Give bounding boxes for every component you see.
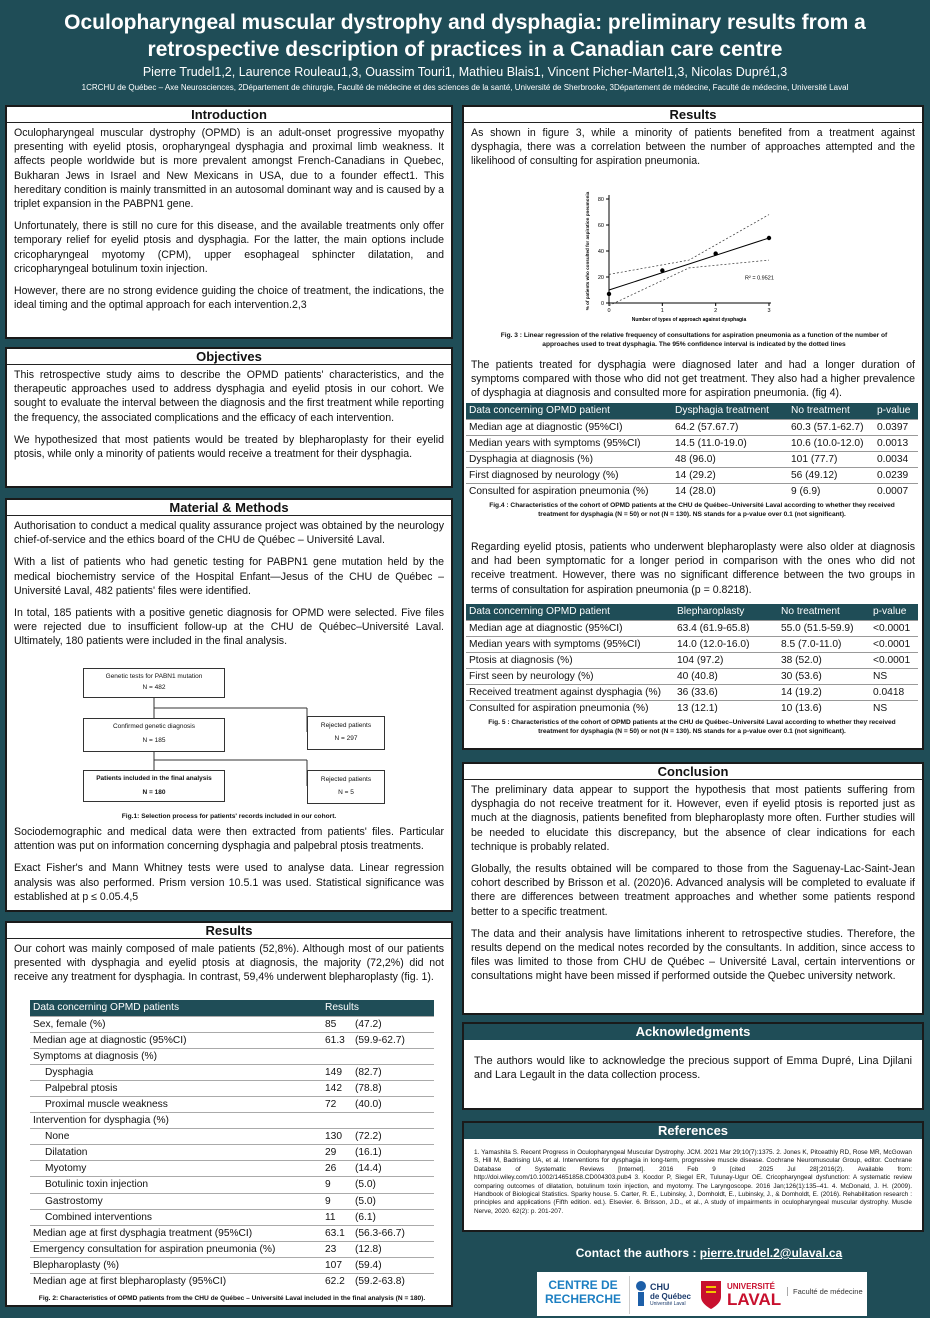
results-right-panel <box>462 105 924 750</box>
table-row <box>466 652 918 668</box>
row-percent: (82.7) <box>352 1064 434 1080</box>
y-tick-label: 60 <box>597 223 604 229</box>
table-row <box>30 1177 434 1193</box>
row-percent: (5.0) <box>352 1193 434 1209</box>
paragraph: Our cohort was mainly composed of male patients (52,8%). Although most of our patients presented with dysphagia and eyelid ptosis at diagnosis, the majority (72,2%) did not receive any treatment for dysphagia. In contrast, 59,4% underwent blepharoplasty (fig. 1). <box>14 943 444 984</box>
table-cell: 0.0397 <box>874 419 918 435</box>
row-value: 107 <box>322 1257 352 1273</box>
table-cell: Consulted for aspiration pneumonia (%) <box>466 483 672 499</box>
conclusion-panel <box>462 762 924 1015</box>
paragraph: In total, 185 patients with a positive genetic diagnosis for OPMD were selected. Five files were rejected due to insufficient follow-up at the CHU de Québec–Université Laval. Ultimately, 180 patients were included in the final analysis. <box>14 607 444 648</box>
table-header: Dysphagia treatment <box>672 403 788 419</box>
x-tick-label: 0 <box>607 308 611 314</box>
table-row <box>30 1129 434 1145</box>
table-cell: 64.2 (57.67.7) <box>672 419 788 435</box>
row-percent: (59.4) <box>352 1257 434 1273</box>
table-row <box>30 1145 434 1161</box>
y-tick-label: 40 <box>597 249 604 255</box>
table-cell: 14 (29.2) <box>672 467 788 483</box>
paragraph: Regarding eyelid ptosis, patients who underwent blepharoplasty were also older at diagnosis and had been symptomatic for a longer period in comparison with the ones who did not receive treatment. However, there was no significant difference between the two groups in terms of consultation for aspiration pneumonia (p = 0.8218). <box>471 541 915 596</box>
section-title: Conclusion <box>464 764 922 780</box>
figure-caption: Fig.1: Selection process for patients' records included in our cohort. <box>121 813 337 820</box>
figure-caption: Fig.4 : Characteristics of the cohort of OPMD patients at the CHU de Québec–Université Laval according to whether they received treatment for dysphagia (N = 50) or not (N = 130). NS stands for a p-value over 0.1 (not significant). <box>489 502 895 518</box>
table-cell: 48 (96.0) <box>672 451 788 467</box>
table-cell: Median age at diagnostic (95%CI) <box>466 419 672 435</box>
table-cell: 14.0 (12.0-16.0) <box>674 636 778 652</box>
paragraph: We hypothesized that most patients would be treated by blepharoplasty for their eyelid ptosis, while only a minority of patients would receive a treatment for their dysphagia. <box>14 433 444 461</box>
flowchart <box>7 662 451 820</box>
row-label: Sex, female (%) <box>30 1016 322 1032</box>
table-cell: <0.0001 <box>870 652 918 668</box>
row-label: None <box>30 1129 322 1145</box>
x-axis-label: Number of types of approach against dysphagia <box>631 317 747 323</box>
faculte-medecine: Faculté de médecine <box>787 1287 865 1296</box>
table-cell: 0.0418 <box>870 684 918 700</box>
table-row <box>30 1113 434 1129</box>
blepharoplasty-table <box>466 604 918 716</box>
data-point <box>660 268 664 272</box>
row-percent: (14.4) <box>352 1161 434 1177</box>
logo-bar <box>537 1272 867 1316</box>
table-cell: 10 (13.6) <box>778 700 870 716</box>
table-row <box>30 1048 434 1064</box>
paragraph: This retrospective study aims to describe the OPMD patients' characteristics, and the therapeutic approaches used to address dysphagia and eyelid ptosis in our cohort. We sought to evaluate the interval between the diagnosis and the first treatment while reporting the frequency, the associated complications and the efficacy of each intervention. <box>14 369 444 424</box>
table-cell: First seen by neurology (%) <box>466 668 674 684</box>
methods-panel <box>5 498 453 912</box>
table-cell: 0.0007 <box>874 483 918 499</box>
introduction-panel <box>5 105 453 339</box>
table-row <box>466 668 918 684</box>
table-cell: 13 (12.1) <box>674 700 778 716</box>
row-label: Combined interventions <box>30 1209 322 1225</box>
table-cell: 36 (33.6) <box>674 684 778 700</box>
table-cell: 14 (28.0) <box>672 483 788 499</box>
table-row <box>30 1257 434 1273</box>
table-header: p-value <box>870 604 918 620</box>
table-cell: 55.0 (51.5-59.9) <box>778 620 870 636</box>
x-tick-label: 1 <box>660 308 664 314</box>
row-value: 130 <box>322 1129 352 1145</box>
table-row <box>466 483 918 499</box>
table-row <box>30 1080 434 1096</box>
y-tick-label: 20 <box>597 275 604 281</box>
section-title: Results <box>464 107 922 123</box>
paragraph: Authorisation to conduct a medical quality assurance project was obtained by the neurology chief-of-service and the ethics board of the CHU de Québec – Université Laval. <box>14 520 444 547</box>
table-cell: <0.0001 <box>870 636 918 652</box>
poster-header <box>0 0 930 102</box>
row-value: 149 <box>322 1064 352 1080</box>
row-label: Gastrostomy <box>30 1193 322 1209</box>
flow-box-included: Patients included in the final analysis N = 180 <box>83 770 225 802</box>
references-panel <box>462 1121 924 1232</box>
flow-box-rejected-5: Rejected patients N = 5 <box>307 770 385 804</box>
row-label: Dilatation <box>30 1145 322 1161</box>
universite-laval-logo: UNIVERSITÉ LAVAL <box>697 1276 787 1314</box>
paragraph: The data and their analysis have limitations inherent to retrospective studies. Therefore, the results depend on the medical notes recorded by the consultants. In addition, since access to files was limited to those from CHU de Québec – Université Laval, certain interventions or consultations might have been missed if performed outside the Quebec university network. <box>471 927 915 983</box>
table-header: No treatment <box>778 604 870 620</box>
table-row <box>466 451 918 467</box>
table-cell: Median years with symptoms (95%CI) <box>466 636 674 652</box>
data-point <box>767 236 771 240</box>
results-left-panel <box>5 921 453 1307</box>
r-squared-annotation: R² = 0.9521 <box>745 275 774 282</box>
poster-title: Oculopharyngeal muscular dystrophy and dysphagia: preliminary results from a retrospective description of practices in a Canadian care centre <box>64 11 866 61</box>
row-value: 11 <box>322 1209 352 1225</box>
row-value: 62.2 <box>322 1274 352 1290</box>
paragraph: With a list of patients who had genetic testing for PABPN1 gene mutation held by the medical biochemistry service of the Hospital Enfant—Jesus of the CHU de Québec – Université Laval, 482 patients' files were identified. <box>14 556 444 597</box>
figure-caption: Fig. 5 : Characteristics of the cohort of OPMD patients at the CHU de Québec–Université Laval according to whether they received treatment for dysphagia (N = 50) or not (N = 130). NS stands for a p-value over 0.1 (not significant). <box>488 719 896 735</box>
laval-shield-icon <box>699 1279 723 1311</box>
row-label: Blepharoplasty (%) <box>30 1257 322 1273</box>
table-cell: 30 (53.6) <box>778 668 870 684</box>
regression-chart <box>464 181 922 331</box>
row-percent: (59.2-63.8) <box>352 1274 434 1290</box>
row-label: Proximal muscle weakness <box>30 1096 322 1112</box>
table-header: No treatment <box>788 403 874 419</box>
row-value: 9 <box>322 1193 352 1209</box>
flow-box-confirmed: Confirmed genetic diagnosis N = 185 <box>83 718 225 752</box>
row-value <box>322 1048 352 1064</box>
table-cell: Median age at diagnostic (95%CI) <box>466 620 674 636</box>
table-cell: 14 (19.2) <box>778 684 870 700</box>
row-percent: (72.2) <box>352 1129 434 1145</box>
paragraph: Unfortunately, there is still no cure for this disease, and the available treatments only offer temporary relief for eyelid ptosis and dysphagia. For the latter, the main options include cricopharyngeal myotomy (CPM), upper esophageal sphincter dilatation, and cricopharyngeal botulinum toxin injection. <box>14 220 444 275</box>
row-value: 23 <box>322 1241 352 1257</box>
row-label: Symptoms at diagnosis (%) <box>30 1048 322 1064</box>
table-cell: 9 (6.9) <box>788 483 874 499</box>
table-header: Data concerning OPMD patients <box>30 1000 322 1016</box>
centre-recherche-logo: CENTRE DE RECHERCHE <box>544 1278 621 1306</box>
x-tick-label: 2 <box>714 308 718 314</box>
table-header: Results <box>322 1000 434 1016</box>
characteristics-table <box>30 1000 434 1290</box>
table-row <box>30 1064 434 1080</box>
table-cell: 56 (49.12) <box>788 467 874 483</box>
paragraph: Exact Fisher's and Mann Whitney tests were used to analyse data. Linear regression analysis was also performed. Prism version 10.5.1 was used. Statistical significance was established at p ≤ 0.05.4,5 <box>14 862 444 903</box>
objectives-panel <box>5 347 453 488</box>
table-row <box>30 1209 434 1225</box>
y-tick-label: 0 <box>600 301 604 307</box>
row-percent: (59.9-62.7) <box>352 1032 434 1048</box>
row-percent <box>352 1113 434 1129</box>
row-value: 29 <box>322 1145 352 1161</box>
table-cell: 0.0013 <box>874 435 918 451</box>
table-cell: Ptosis at diagnosis (%) <box>466 652 674 668</box>
table-cell: Received treatment against dysphagia (%) <box>466 684 674 700</box>
table-cell: 8.5 (7.0-11.0) <box>778 636 870 652</box>
paragraph: Oculopharyngeal muscular dystrophy (OPMD) is an adult-onset progressive myopathy presenting with eyelid ptosis, oropharyngeal dysphagia and proximal limb weakness. It affects people worldwide but is more prevalent amongst French-Canadians in Quebec, Bukharan Jews in Israel and New Mexicans in USA, due to a founder effect1. This hereditary condition is mainly transmitted in an autosomal dominant way and is caused by a triplet expansion in the PABPN1 gene. <box>14 127 444 211</box>
table-row <box>466 419 918 435</box>
row-label: Botulinic toxin injection <box>30 1177 322 1193</box>
data-point <box>713 251 717 255</box>
row-label: Dysphagia <box>30 1064 322 1080</box>
table-cell: 0.0034 <box>874 451 918 467</box>
table-header: p-value <box>874 403 918 419</box>
row-percent: (16.1) <box>352 1145 434 1161</box>
paragraph: The preliminary data appear to support the hypothesis that most patients suffering from dysphagia do not receive treatment for it. However, even if eyelid ptosis is reported just as much at the diagnosis, patients benefited from blepharoplasty more often. Further studies will be needed to elucidate this discrepancy, but the absence of clear indications for each technique is probably related. <box>471 784 915 853</box>
table-header: Data concerning OPMD patient <box>466 403 672 419</box>
paragraph: As shown in figure 3, while a minority of patients benefited from a treatment against dysphagia, there was a correlation between the number of approaches attempted and the likelihood of consulting for aspiration pneumonia. <box>471 127 915 168</box>
contact-line: Contact the authors : pierre.trudel.2@ulaval.ca <box>575 1246 843 1260</box>
row-value: 142 <box>322 1080 352 1096</box>
regression-line <box>609 238 769 290</box>
paragraph: Sociodemographic and medical data were then extracted from patients' files. Particular attention was put on information concerning dysphagia and palpebral ptosis treatments. <box>14 826 444 853</box>
table-row <box>466 636 918 652</box>
table-cell: Consulted for aspiration pneumonia (%) <box>466 700 674 716</box>
paragraph: Globally, the results obtained will be compared to those from the Saguenay-Lac-Saint-Jean cohort described by Brisson et al. (2020)6. Advanced analysis will be completed to evaluate if there are differences between treatment approaches and whether some patients respond better to a specific treatment. <box>471 863 915 918</box>
flow-box-genetic-tests: Genetic tests for PABN1 mutation N = 482 <box>83 668 225 698</box>
flowchart-arrows <box>7 662 451 820</box>
row-percent: (78.8) <box>352 1080 434 1096</box>
table-header: Blepharoplasty <box>674 604 778 620</box>
row-percent: (6.1) <box>352 1209 434 1225</box>
table-row <box>30 1241 434 1257</box>
flow-box-rejected-297: Rejected patients N = 297 <box>307 716 385 750</box>
row-value <box>322 1113 352 1129</box>
table-cell: 14.5 (11.0-19.0) <box>672 435 788 451</box>
row-value: 26 <box>322 1161 352 1177</box>
x-tick-label: 3 <box>767 308 771 314</box>
row-value: 85 <box>322 1016 352 1032</box>
table-cell: <0.0001 <box>870 620 918 636</box>
table-row <box>30 1225 434 1241</box>
y-axis-label: % of patients who consulted for aspiration pneumonia <box>585 191 590 311</box>
table-cell: 101 (77.7) <box>788 451 874 467</box>
table-cell: 38 (52.0) <box>778 652 870 668</box>
table-row <box>466 620 918 636</box>
table-cell: 60.3 (57.1-62.7) <box>788 419 874 435</box>
acknowledgments-panel <box>462 1022 924 1110</box>
chu-logo: CHU de Québec Université Laval <box>629 1276 695 1314</box>
table-cell: NS <box>870 700 918 716</box>
row-value: 61.3 <box>322 1032 352 1048</box>
row-percent: (47.2) <box>352 1016 434 1032</box>
row-percent: (40.0) <box>352 1096 434 1112</box>
row-value: 72 <box>322 1096 352 1112</box>
row-value: 63.1 <box>322 1225 352 1241</box>
figure-caption: Fig. 3 : Linear regression of the relative frequency of consultations for aspiration pneumonia as a function of the number of approaches used to treat dysphagia. The 95% confidence interval is indicated by the dotted lines <box>500 332 888 348</box>
row-label: Palpebral ptosis <box>30 1080 322 1096</box>
row-value: 9 <box>322 1177 352 1193</box>
table-row <box>30 1032 434 1048</box>
table-cell: Dysphagia at diagnosis (%) <box>466 451 672 467</box>
table-cell: 40 (40.8) <box>674 668 778 684</box>
table-cell: 104 (97.2) <box>674 652 778 668</box>
row-label: Median age at first blepharoplasty (95%CI) <box>30 1274 322 1290</box>
table-cell: First diagnosed by neurology (%) <box>466 467 672 483</box>
figure-caption: Fig. 2: Characteristics of OPMD patients from the CHU de Québec – Université Laval included in the final analysis (N = 180). <box>38 1294 426 1302</box>
acknowledgment-text: The authors would like to acknowledge the precious support of Emma Dupré, Lina Djilani and Lara Legault in the data collection process. <box>474 1055 912 1082</box>
row-label: Median age at diagnostic (95%CI) <box>30 1032 322 1048</box>
section-title: Acknowledgments <box>464 1024 922 1040</box>
section-title: Results <box>7 923 451 939</box>
row-percent: (5.0) <box>352 1177 434 1193</box>
affiliations: 1CRCHU de Québec – Axe Neurosciences, 2Département de chirurgie, Faculté de médecine et des sciences de la santé, Université de Sherbrooke, 3Département de médecine, Faculté de médecine, Université Laval <box>81 83 849 92</box>
section-title: References <box>464 1123 922 1139</box>
ci-lower-line <box>609 260 769 306</box>
table-row <box>30 1274 434 1290</box>
table-cell: Median years with symptoms (95%CI) <box>466 435 672 451</box>
table-cell: 10.6 (10.0-12.0) <box>788 435 874 451</box>
table-cell: 63.4 (61.9-65.8) <box>674 620 778 636</box>
table-header: Data concerning OPMD patient <box>466 604 674 620</box>
dysphagia-treatment-table <box>466 403 918 499</box>
section-title: Material & Methods <box>7 500 451 516</box>
table-row <box>466 700 918 716</box>
table-row <box>466 684 918 700</box>
table-row <box>466 467 918 483</box>
data-point <box>607 292 611 296</box>
ci-upper-line <box>609 215 769 275</box>
row-label: Median age at first dysphagia treatment (95%CI) <box>30 1225 322 1241</box>
table-cell: 0.0239 <box>874 467 918 483</box>
y-tick-label: 80 <box>597 197 604 203</box>
table-row <box>30 1193 434 1209</box>
contact-email-link[interactable]: pierre.trudel.2@ulaval.ca <box>699 1246 843 1260</box>
row-percent <box>352 1048 434 1064</box>
row-label: Myotomy <box>30 1161 322 1177</box>
table-cell: NS <box>870 668 918 684</box>
paragraph: However, there are no strong evidence guiding the choice of treatment, the indications, the ideal timing and the optimal approach for each intervention.2,3 <box>14 285 444 312</box>
row-percent: (56.3-66.7) <box>352 1225 434 1241</box>
table-row <box>30 1096 434 1112</box>
row-percent: (12.8) <box>352 1241 434 1257</box>
authors: Pierre Trudel1,2, Laurence Rouleau1,3, Ouassim Touri1, Mathieu Blais1, Vincent Picher-Martel1,3, Nicolas Dupré1,3 <box>142 65 788 79</box>
paragraph: The patients treated for dysphagia were diagnosed later and had a longer duration of symptoms compared with those who did not get treatment. They also had a higher prevalence of dysphagia at diagnosis and consulted more for aspiration pneumonia. (fig 4). <box>471 359 915 400</box>
references-text: 1. Yamashita S. Recent Progress in Oculopharyngeal Muscular Dystrophy. JCM. 2021 Mar 29;10(7):1375. 2. Jones K, Pitceathly RD, Rose MR, McGowan S, Hill M, Badrising UA, et al. Interventions for dysphagia in long-term, progressive muscle disease. Cochrane Neuromuscular Group, editor. Cochrane Database of Systematic Reviews [Internet]. 2016 Feb 9 [cited 2025 Jul 28];2016(2). Available from: http://doi.wiley.com/10.1002/14651858.CD004303.pub4 3. Kocdor P, Siegel ER, Tulunay-Ugur OE. Cricopharyngeal dysfunction: A systematic review comparing outcomes of dilatation, botulinum toxin injection, and myotomy. The Laryngoscope. 2016 Jan;126(1):135–41. 4. McDonald, J. H. (2009). Handbook of Biological Statistics. Sparky house. 5. Carter, R. E., Lubinsky, J., Domholdt, E., Lubinsky, J., & Domholdt, E. (2016). Rehabilitation research : principles and applications (Fifth edition. ed.). Elsevier. 6. Brisson, J.D., et al., A study of impairments in oculopharyngeal muscular dystrophy. Muscle Nerve, 2020. 62(2): p. 201-207. <box>474 1149 912 1215</box>
table-row <box>466 435 918 451</box>
table-row <box>30 1016 434 1032</box>
section-title: Introduction <box>7 107 451 123</box>
section-title: Objectives <box>7 349 451 365</box>
row-label: Emergency consultation for aspiration pneumonia (%) <box>30 1241 322 1257</box>
table-row <box>30 1161 434 1177</box>
row-label: Intervention for dysphagia (%) <box>30 1113 322 1129</box>
